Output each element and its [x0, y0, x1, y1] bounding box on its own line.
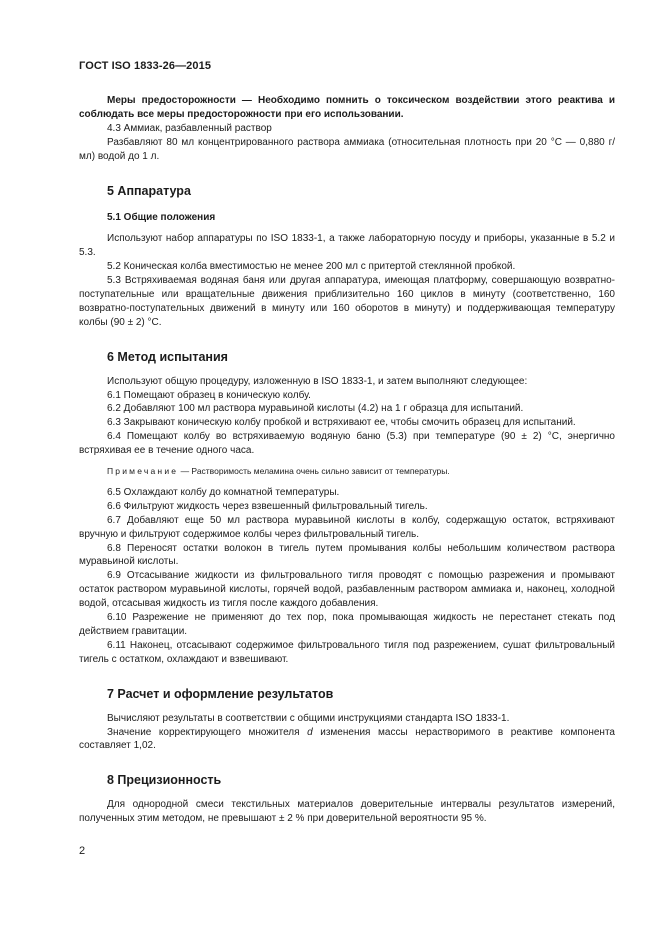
- step-6-9: 6.9 Отсасывание жидкости из фильтровального тигля проводят с помощью разрежения и промывают остаток раствором муравьиной кислоты, горячей водой, разбавленным раствором аммиака и, наконец, холодной водой, отсасывая жидкость из тигля после каждого добавления.: [79, 570, 615, 610]
- note-text: — Растворимость меламина очень сильно зависит от температуры.: [178, 466, 450, 477]
- step-6-6: 6.6 Фильтруют жидкость через взвешенный фильтровальный тигель.: [107, 500, 428, 512]
- section-7-text-2: [79, 726, 615, 754]
- step-6-5: 6.5 Охлаждают колбу до комнатной температуры.: [107, 486, 340, 498]
- page-number: 2: [79, 845, 86, 857]
- section-7-heading: 7 Расчет и оформление результатов: [107, 686, 334, 701]
- section-7-text-2-end: изменения массы нерастворимого в реактиве компонента составляет 1,02.: [79, 726, 615, 752]
- section-8-heading: 8 Прецизионность: [107, 773, 222, 788]
- section-7-text-1: Вычисляют результаты в соответствии с общими инструкциями стандарта ISO 1833-1.: [107, 712, 510, 724]
- note-paragraph: [79, 465, 615, 479]
- section-8-text: Для однородной смеси текстильных материалов доверительные интервалы результатов измерений, полученных этим методом, не превышают ± 2 % при доверительной вероятности 95 %.: [79, 799, 615, 825]
- section-5-3-text: 5.3 Встряхиваемая водяная баня или другая аппаратура, имеющая платформу, совершающую возвратно-поступательные или вращательные движения приблизительно 160 циклов в минуту (соответственно, 160 возвратно-поступательных движений в минуту или 160 оборотов в минуту) и поддерживающая температуру колбы (90 ± 2) °С.: [79, 275, 615, 328]
- step-6-1: 6.1 Помещают образец в коническую колбу.: [107, 389, 311, 401]
- step-6-8: 6.8 Переносят остатки волокон в тигель путем промывания колбы небольшим количеством раствора муравьиной кислоты.: [79, 542, 615, 568]
- step-6-4: 6.4 Помещают колбу во встряхиваемую водяную баню (5.3) при температуре (90 ± 2) °С, энергично встряхивая ее в течение одного часа.: [79, 431, 615, 457]
- step-6-7: 6.7 Добавляют еще 50 мл раствора муравьиной кислоты в колбу, содержащую остаток, встряхивают вручную и фильтруют содержимое колбы через фильтровальный тигель.: [79, 514, 615, 540]
- note-label: Примечание: [107, 466, 179, 477]
- step-6-3: 6.3 Закрывают коническую колбу пробкой и встряхивают ее, чтобы смочить образец для испытаний.: [107, 417, 576, 429]
- section-5-1-heading: 5.1 Общие положения: [107, 212, 216, 224]
- step-6-2: 6.2 Добавляют 100 мл раствора муравьиной кислоты (4.2) на 1 г образца для испытаний.: [107, 403, 524, 415]
- caution-paragraph: Меры предосторожности — Необходимо помнить о токсическом воздействии этого реактива и соблюдать все меры предосторожности при его использовании.: [79, 95, 615, 120]
- section-6-heading: 6 Метод испытания: [107, 349, 228, 364]
- section-6-intro: Используют общую процедуру, изложенную в ISO 1833-1, и затем выполняют следующее:: [107, 375, 528, 387]
- step-6-10: 6.10 Разрежение не применяют до тех пор, пока промывающая жидкость не перестанет стекать под действием гравитации.: [79, 612, 615, 637]
- standard-header: ГОСТ ISO 1833-26—2015: [79, 60, 212, 72]
- section-5-1-text: Используют набор аппаратуры по ISO 1833-1, а также лабораторную посуду и приборы, указанные в 5.2 и 5.3.: [79, 233, 615, 259]
- step-6-11: 6.11 Наконец, отсасывают содержимое фильтровального тигля под разрежением, сушат фильтровальный тигель с остатком, охлаждают и взвешивают.: [79, 639, 615, 665]
- section-5-2-text: 5.2 Коническая колба вместимостью не менее 200 мл с притертой стеклянной пробкой.: [107, 261, 516, 273]
- section-7-text-2-start: Значение корректирующего множителя: [107, 726, 308, 738]
- section-4-3-text: Разбавляют 80 мл концентрированного раствора аммиака (относительная плотность при 20 °С — 0,880 г/мл) водой до 1 л.: [79, 136, 615, 162]
- section-5-heading: 5 Аппаратура: [107, 183, 191, 198]
- page-content: [79, 94, 615, 826]
- section-4-3-title: 4.3 Аммиак, разбавленный раствор: [107, 122, 272, 134]
- variable-d: d: [307, 726, 313, 738]
